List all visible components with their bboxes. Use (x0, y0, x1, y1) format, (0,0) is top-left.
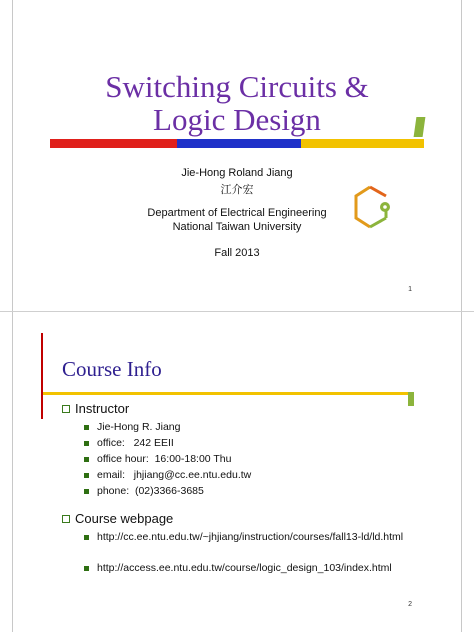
slide-border-right (461, 312, 462, 632)
title-line-2: Logic Design (153, 102, 321, 137)
section-course-webpage (62, 511, 173, 526)
section-heading: Instructor (75, 401, 130, 416)
page-number: 2 (408, 601, 412, 608)
slide-border-left (12, 312, 13, 632)
section-heading: Course webpage (75, 511, 174, 526)
bullet-icon (84, 425, 89, 430)
university-name: National Taiwan University (172, 221, 302, 233)
university-logo (350, 185, 398, 231)
list-item (84, 530, 414, 544)
slide-border-left (12, 0, 13, 311)
list-item-text: email: jhjiang@cc.ee.ntu.edu.tw (97, 469, 252, 481)
list-item-text: Jie-Hong R. Jiang (97, 421, 181, 433)
list-item (84, 468, 251, 482)
bullet-icon (84, 441, 89, 446)
color-bar-blue (177, 139, 301, 148)
list-item (84, 436, 174, 450)
content-slide (0, 312, 474, 632)
course-link-secondary[interactable]: http://access.ee.ntu.edu.tw/course/logic_design_103/index.html (97, 562, 392, 574)
slide-border-right (461, 0, 462, 311)
page-number: 1 (408, 286, 412, 293)
list-item-text: phone: (02)3366-3685 (97, 485, 204, 497)
title-slide (0, 0, 474, 312)
square-bullet-icon (62, 515, 70, 523)
color-bar-red (50, 139, 177, 148)
bullet-icon (84, 566, 89, 571)
author-chinese-name: 江介宏 (220, 184, 254, 196)
title-line-1: Switching Circuits & (105, 69, 369, 104)
slide-title (0, 70, 474, 136)
color-bar-yellow (301, 139, 424, 148)
bullet-icon (84, 535, 89, 540)
bullet-icon (84, 489, 89, 494)
author-name: Jie-Hong Roland Jiang (181, 167, 293, 179)
department-name: Department of Electrical Engineering (147, 207, 327, 219)
accent-tick (408, 392, 414, 406)
course-link-primary[interactable]: http://cc.ee.ntu.edu.tw/~jhjiang/instruction/courses/fall13-ld/ld.html (97, 531, 404, 543)
title-underline (43, 392, 408, 395)
section-instructor (62, 401, 129, 416)
list-item-text: office: 242 EEII (97, 437, 174, 449)
square-bullet-icon (62, 405, 70, 413)
slide-title: Course Info (62, 357, 162, 381)
bullet-icon (84, 473, 89, 478)
list-item (84, 452, 231, 466)
list-item (84, 420, 180, 434)
bullet-icon (84, 457, 89, 462)
term: Fall 2013 (214, 247, 260, 259)
list-item-text: office hour: 16:00-18:00 Thu (97, 453, 232, 465)
list-item (84, 561, 414, 575)
red-accent-line (41, 333, 43, 419)
list-item (84, 484, 204, 498)
